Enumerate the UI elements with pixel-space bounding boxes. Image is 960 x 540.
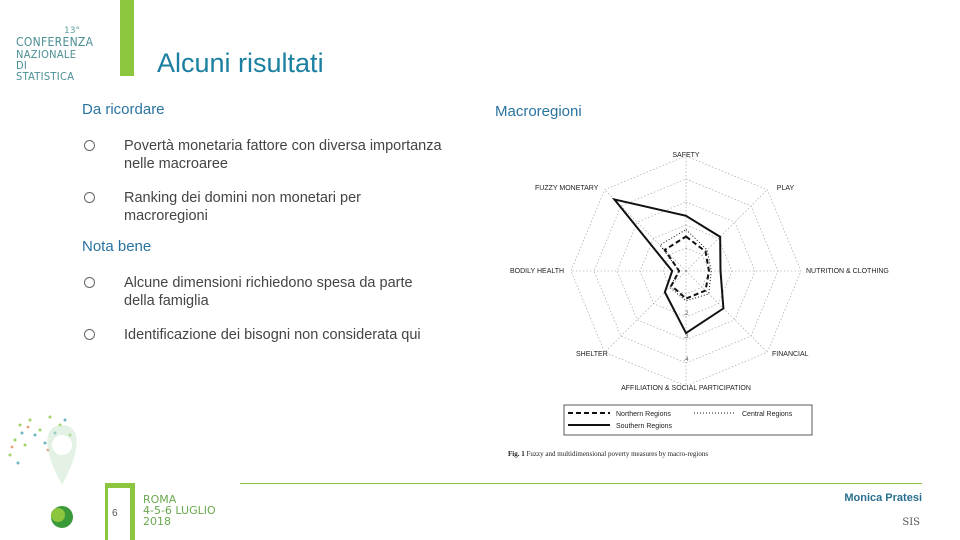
logo-line-1: CONFERENZA <box>16 35 94 49</box>
bullet-ring-icon <box>84 192 95 203</box>
heading-nota-bene: Nota bene <box>82 238 152 255</box>
bullet-2 <box>82 189 442 225</box>
conference-logo <box>16 26 94 83</box>
bullet-ring-icon <box>84 140 95 151</box>
bullet-text: Alcune dimensioni richiedono spesa da parte della famiglia <box>124 275 413 309</box>
radar-caption-text: Fuzzy and multidimensional poverty measures by macro-regions <box>526 450 709 458</box>
event-date-line: 4-5-6 LUGLIO <box>143 504 216 517</box>
radar-axis-label: FINANCIAL <box>772 351 809 358</box>
radar-chart <box>500 140 920 465</box>
bullet-ring-icon <box>84 329 95 340</box>
event-date-line: ROMA <box>143 493 177 506</box>
bullet-text: Identificazione dei bisogni non considerata qui <box>124 327 421 343</box>
logo-edition: 13° <box>64 26 80 36</box>
author-name: Monica Pratesi <box>844 492 922 504</box>
org-name: SIS <box>902 517 920 528</box>
radar-legend-label: Southern Regions <box>616 423 673 430</box>
event-date-line: 2018 <box>143 515 171 528</box>
bullet-text: Povertà monetaria fattore con diversa importanza nelle macroaree <box>124 138 442 172</box>
heading-macroregioni: Macroregioni <box>495 103 582 120</box>
slide-title: Alcuni risultati <box>157 48 324 78</box>
radar-legend-box <box>564 405 812 435</box>
radar-axis-label: SAFETY <box>672 152 700 159</box>
decorative-dots <box>0 405 110 540</box>
radar-axis-label: PLAY <box>776 185 795 192</box>
radar-series-line <box>614 199 723 333</box>
radar-tick-label: .4 <box>683 357 689 363</box>
radar-chart-svg <box>500 140 920 465</box>
bullet-3 <box>82 274 442 310</box>
radar-tick-label: .2 <box>683 311 689 317</box>
heading-da-ricordare: Da ricordare <box>82 101 165 118</box>
bullet-ring-icon <box>84 277 95 288</box>
bullet-text: Ranking dei domini non monetari per macroregioni <box>124 190 361 224</box>
radar-tick-label: .3 <box>683 334 689 340</box>
radar-axis-label: SHELTER <box>576 351 608 358</box>
radar-axis-label: BODILY HEALTH <box>510 268 565 275</box>
bullet-4 <box>82 326 442 344</box>
bullet-1 <box>82 137 442 173</box>
radar-axis-label: NUTRITION & CLOTHING <box>806 268 889 275</box>
radar-axis-label: AFFILIATION & SOCIAL PARTICIPATION <box>621 385 751 392</box>
header-accent-bar <box>120 0 134 76</box>
radar-legend-label: Northern Regions <box>616 411 671 418</box>
radar-caption-figure: Fig. 1 <box>508 450 527 458</box>
logo-line-3: DI STATISTICA <box>16 59 75 83</box>
radar-axis-label: FUZZY MONETARY <box>535 185 599 192</box>
radar-legend-label: Central Regions <box>742 411 793 418</box>
radar-spoke <box>686 271 767 352</box>
footer-divider <box>240 483 922 484</box>
radar-caption <box>508 450 708 458</box>
page-number: 6 <box>112 508 118 519</box>
radar-series-line <box>665 237 709 299</box>
logo-line-2: NAZIONALE <box>16 48 77 61</box>
event-date <box>143 494 216 527</box>
